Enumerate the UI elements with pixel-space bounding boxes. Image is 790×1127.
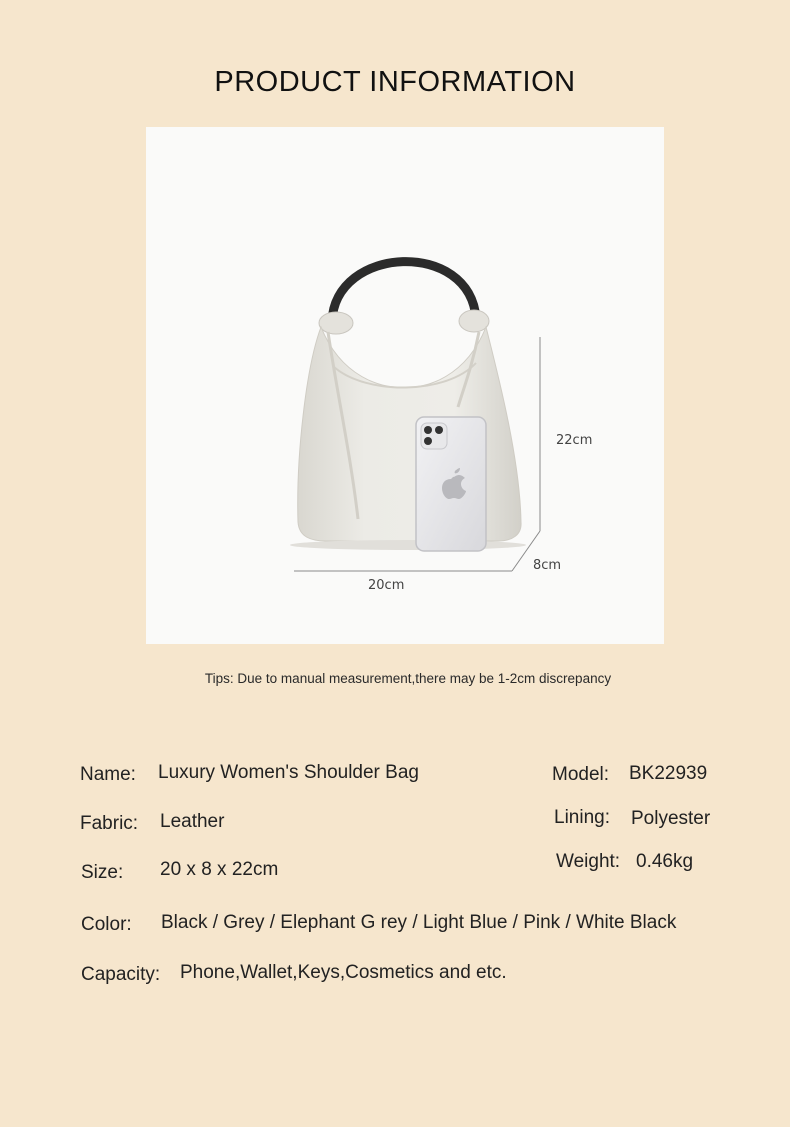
spec-model-label: Model:: [552, 764, 610, 785]
width-label: 20cm: [368, 578, 405, 593]
spec-lining-value: Polyester: [631, 808, 711, 829]
spec-weight-label: Weight:: [556, 851, 621, 872]
spec-fabric-label: Fabric:: [80, 813, 139, 834]
spec-model-value: BK22939: [629, 763, 708, 784]
measurement-tip: Tips: Due to manual measurement,there may be 1-2cm discrepancy: [204, 671, 612, 686]
page-title: PRODUCT INFORMATION: [214, 66, 576, 98]
spec-color-label: Color:: [81, 914, 132, 935]
product-illustration: [146, 127, 664, 644]
spec-lining-label: Lining:: [554, 807, 610, 828]
phone-icon: [416, 417, 486, 551]
spec-name-value: Luxury Women's Shoulder Bag: [158, 762, 419, 783]
spec-fabric-value: Leather: [160, 811, 225, 832]
depth-label: 8cm: [533, 558, 562, 573]
handbag-icon: [290, 262, 526, 550]
product-photo: [146, 127, 664, 644]
spec-name-label: Name:: [80, 764, 136, 785]
spec-capacity-value: Phone,Wallet,Keys,Cosmetics and etc.: [180, 962, 507, 983]
spec-capacity-label: Capacity:: [81, 964, 161, 985]
spec-color-value: Black / Grey / Elephant G rey / Light Blue / Pink / White Black: [161, 912, 677, 933]
height-label: 22cm: [556, 433, 593, 448]
spec-size-label: Size:: [81, 862, 124, 883]
spec-size-value: 20 x 8 x 22cm: [160, 859, 279, 880]
spec-weight-value: 0.46kg: [636, 851, 694, 872]
